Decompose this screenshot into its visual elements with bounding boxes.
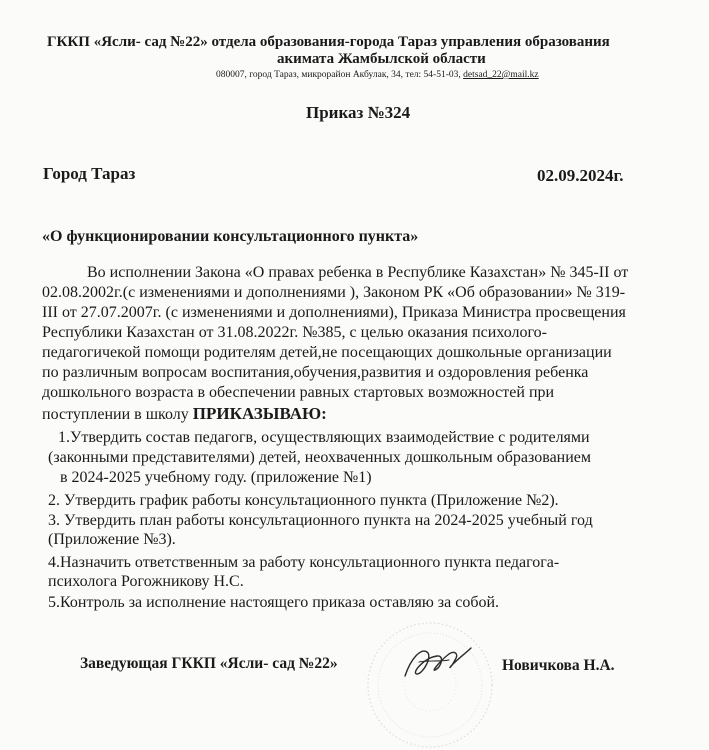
body-line: Во исполнении Закона «О правах ребенка в Республике Казахстан» № 345-II от	[87, 264, 629, 281]
handwritten-signature-icon	[397, 640, 477, 685]
order-item: 3. Утвердить план работы консультационного пункта на 2024-2025 учебный год	[48, 512, 593, 529]
order-item: в 2024-2025 учебному году. (приложение №1)	[60, 469, 372, 486]
order-item: 1.Утвердить состав педагогв, осуществляющих взаимодействие с родителями	[58, 429, 590, 446]
signatory-name: Новичкова Н.А.	[502, 657, 615, 674]
order-directive: ПРИКАЗЫВАЮ:	[192, 404, 327, 423]
email-link[interactable]: detsad_22@mail.kz	[463, 70, 539, 80]
organization-address	[216, 70, 539, 80]
body-line: Республики Казахстан от 31.08.2022г. №385, с целью оказания психолого-	[42, 324, 547, 341]
order-item: (законными представителями) детей, неохваченных дошкольным образованием	[48, 449, 592, 466]
order-item: (Приложение №3).	[48, 531, 176, 548]
order-item: 2. Утвердить график работы консультационного пункта (Приложение №2).	[48, 492, 559, 509]
body-line: по различным вопросам воспитания,обучения,развития и оздоровления ребенка	[42, 364, 589, 381]
organization-region: акимата Жамбылской области	[277, 51, 486, 67]
body-line-text: поступлении в школу	[42, 406, 189, 423]
order-subject: «О функционировании консультационного пункта»	[42, 228, 419, 245]
body-line: педагогичекой помощи родителям детей,не посещающих дошкольные организации	[42, 344, 612, 361]
city-label: Город Тараз	[43, 164, 136, 183]
address-text: 080007, город Тараз, микрорайон Акбулак, 34, тел: 54-51-03,	[216, 70, 461, 80]
order-item: 4.Назначить ответственным за работу консультационного пункта педагога-	[48, 554, 560, 571]
body-line: дошкольного возраста в обеспечении равных стартовых возможностей при	[42, 384, 555, 401]
order-date: 02.09.2024г.	[537, 166, 624, 185]
order-item: психолога Рогожникову Н.С.	[48, 573, 244, 590]
organization-name: ГККП «Ясли- сад №22» отдела образования-города Тараз управления образования	[47, 34, 610, 50]
body-line: 02.08.2002г.(с изменениями и дополнениями ), Законом РК «Об образовании» № 319-	[42, 284, 626, 301]
body-line: III от 27.07.2007г. (с изменениями и дополнениями), Приказа Министра просвещения	[42, 304, 626, 321]
signatory-title: Заведующая ГККП «Ясли- сад №22»	[80, 655, 338, 672]
body-line-final	[42, 404, 327, 424]
order-title: Приказ №324	[306, 103, 411, 122]
order-item: 5.Контроль за исполнение настоящего приказа оставляю за собой.	[48, 594, 500, 611]
